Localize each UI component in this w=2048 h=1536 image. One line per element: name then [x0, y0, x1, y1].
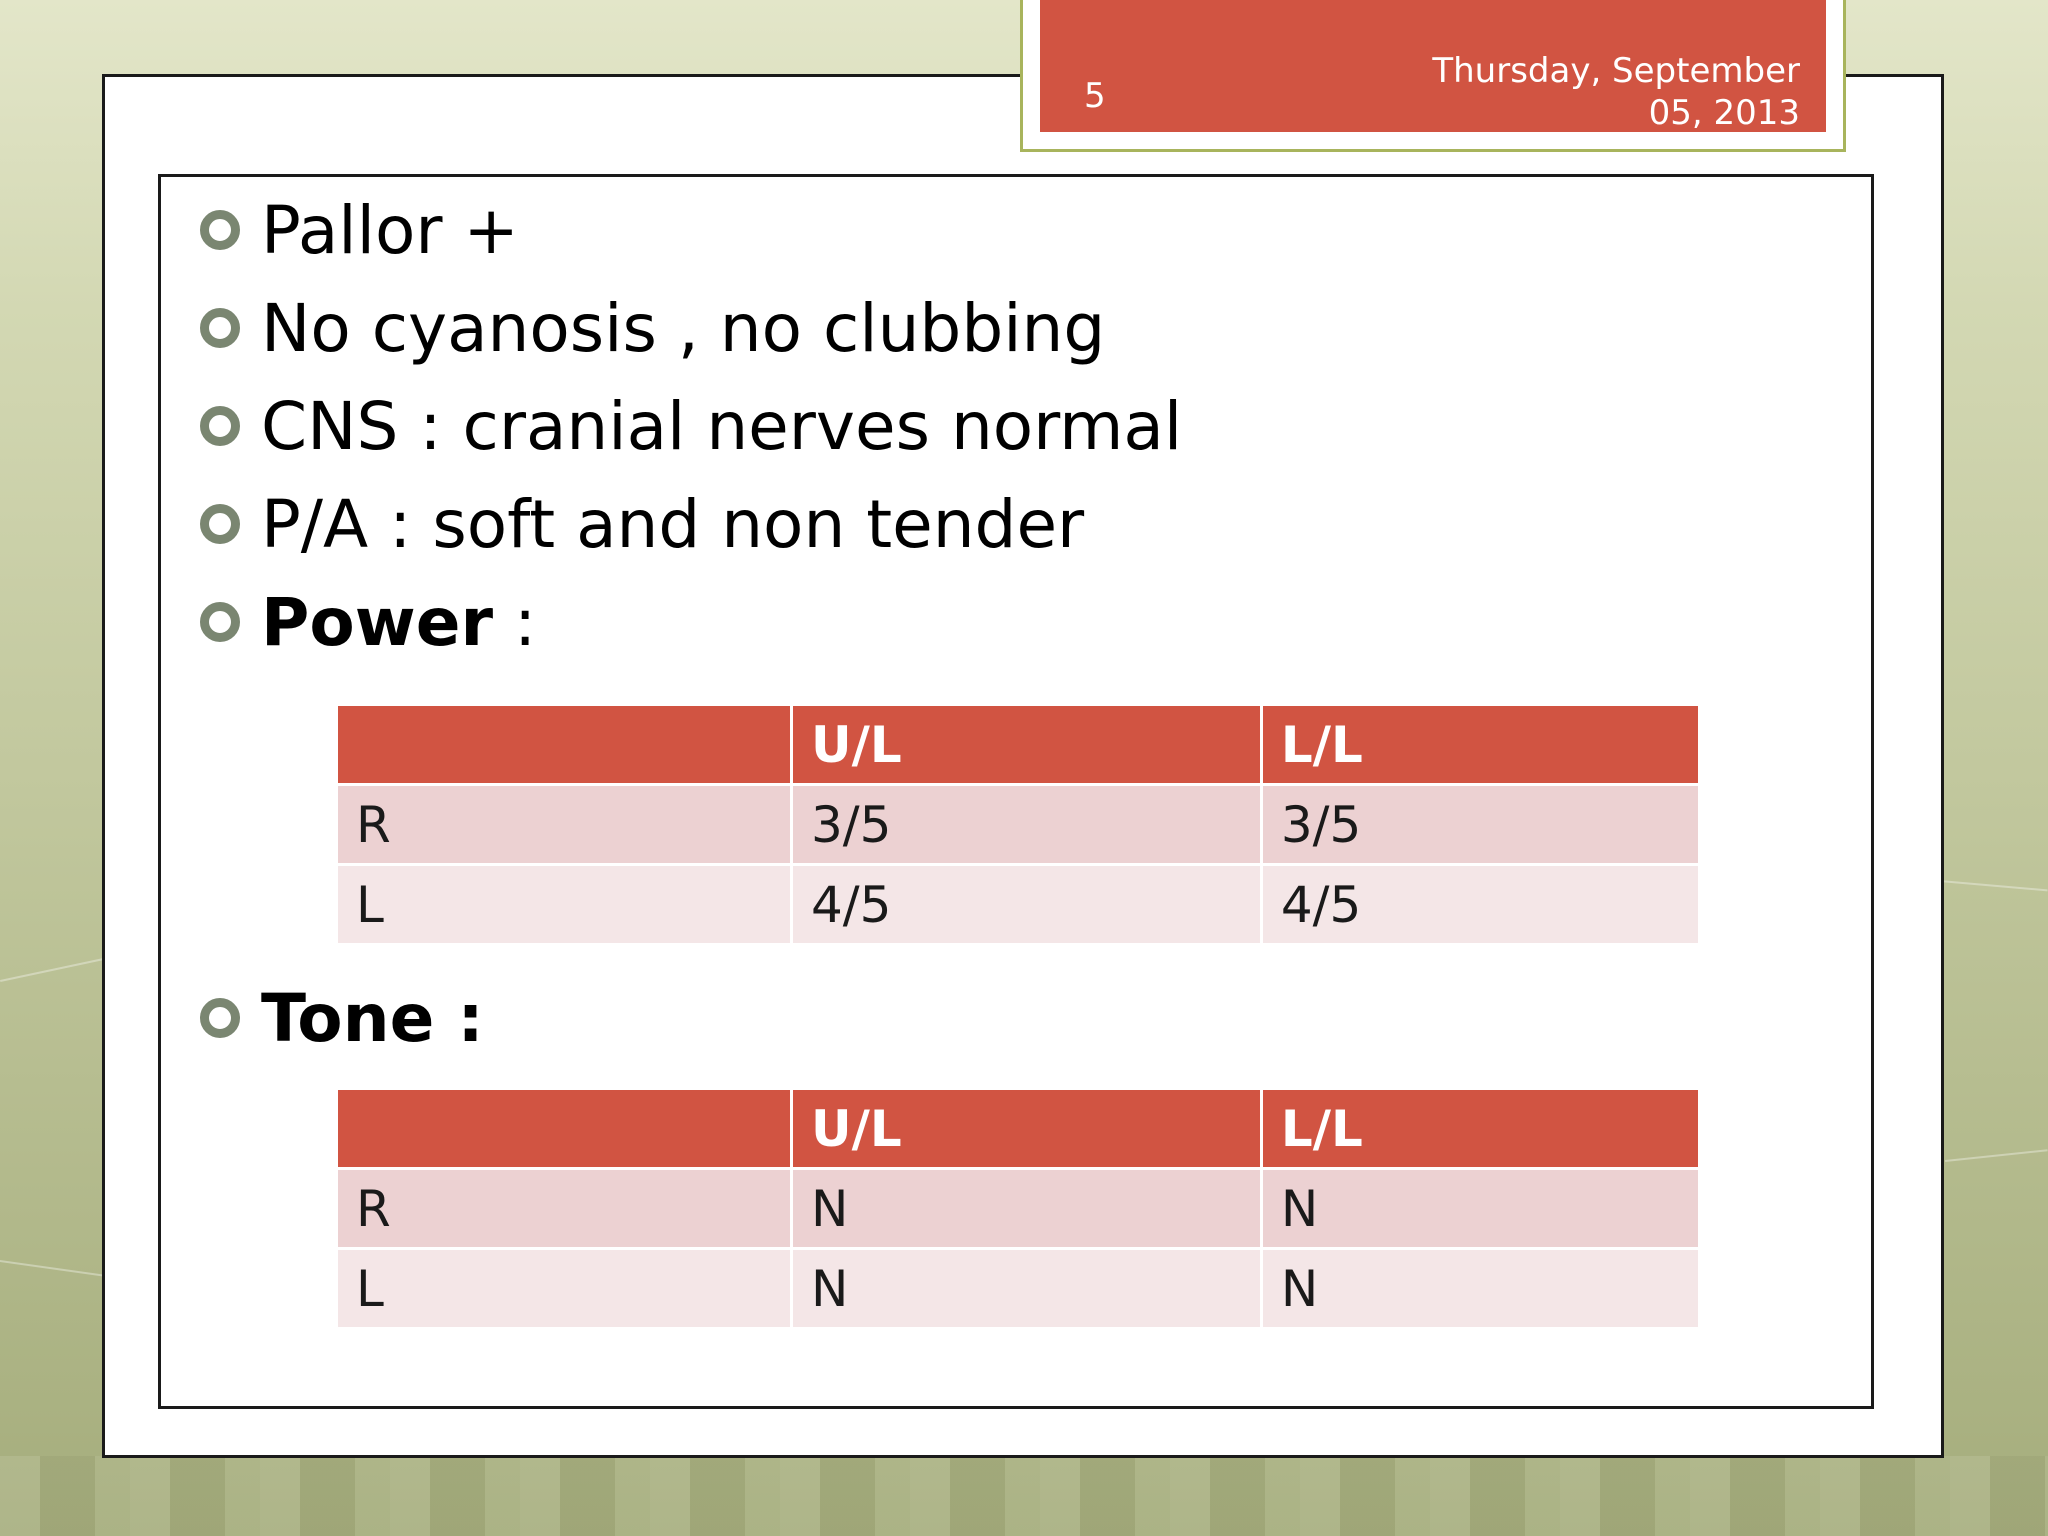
bullet-pa — [200, 485, 1085, 563]
bullet-ring-icon — [200, 504, 240, 544]
table-cell: 4/5 — [1261, 865, 1699, 945]
bullet-pallor — [200, 191, 519, 269]
slide-date — [1380, 50, 1800, 134]
bullet-text: CNS : cranial nerves normal — [261, 387, 1183, 465]
bullet-text: No cyanosis , no clubbing — [261, 289, 1106, 367]
table-cell: L — [337, 1249, 792, 1329]
table-cell: 3/5 — [1261, 785, 1699, 865]
table-row — [337, 785, 1700, 865]
table-header-cell: L/L — [1261, 1089, 1699, 1169]
bullet-ring-icon — [200, 406, 240, 446]
table-cell: 3/5 — [792, 785, 1262, 865]
table-cell: N — [1261, 1169, 1699, 1249]
bullet-cyanosis — [200, 289, 1106, 367]
table-cell: R — [337, 1169, 792, 1249]
table-cell: N — [792, 1249, 1262, 1329]
table-cell: 4/5 — [792, 865, 1262, 945]
background-line — [1940, 880, 2048, 891]
slide-date-line1: Thursday, September — [1432, 51, 1800, 91]
table-header-cell — [337, 1089, 792, 1169]
background-stripe — [0, 1456, 2048, 1536]
power-suffix: : — [493, 583, 537, 661]
bullet-ring-icon — [200, 998, 240, 1038]
bullet-text: Pallor + — [261, 191, 519, 269]
table-header-row — [337, 1089, 1700, 1169]
tone-label: Tone : — [261, 979, 484, 1057]
table-cell: N — [1261, 1249, 1699, 1329]
bullet-tone — [200, 979, 484, 1057]
bullet-text: P/A : soft and non tender — [261, 485, 1085, 563]
table-cell: N — [792, 1169, 1262, 1249]
table-row — [337, 1169, 1700, 1249]
slide-date-line2: 05, 2013 — [1648, 93, 1800, 133]
background-line — [1945, 1149, 2048, 1162]
table-header-cell — [337, 705, 792, 785]
header-banner — [1040, 0, 1826, 132]
power-table — [335, 703, 1701, 946]
slide-number: 5 — [1084, 76, 1106, 116]
bullet-power — [200, 583, 537, 661]
table-header-cell: U/L — [792, 1089, 1262, 1169]
table-header-cell: L/L — [1261, 705, 1699, 785]
table-header-row — [337, 705, 1700, 785]
bullet-ring-icon — [200, 308, 240, 348]
bullet-cns — [200, 387, 1183, 465]
header-tab — [1020, 0, 1846, 152]
bullet-ring-icon — [200, 210, 240, 250]
table-cell: R — [337, 785, 792, 865]
table-cell: L — [337, 865, 792, 945]
bullet-ring-icon — [200, 602, 240, 642]
table-row — [337, 1249, 1700, 1329]
tone-table — [335, 1087, 1701, 1330]
table-row — [337, 865, 1700, 945]
table-header-cell: U/L — [792, 705, 1262, 785]
power-label: Power — [261, 583, 493, 661]
